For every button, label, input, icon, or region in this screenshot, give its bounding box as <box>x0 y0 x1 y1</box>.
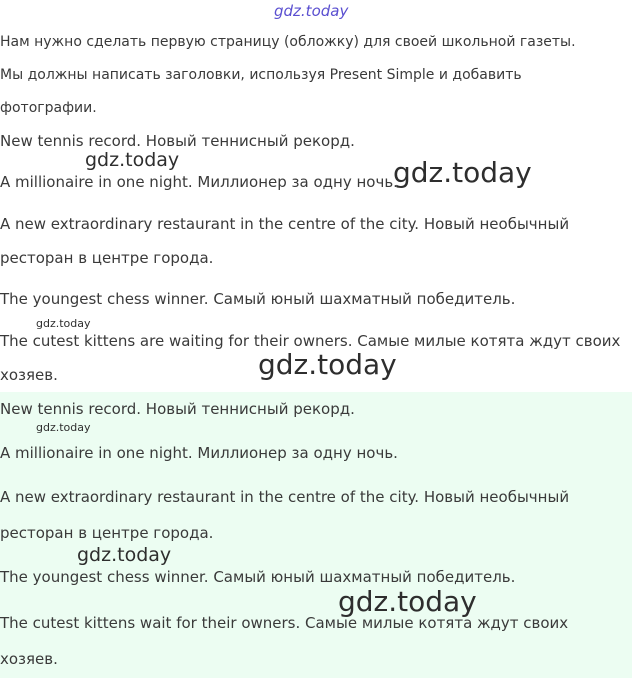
headline-line: хозяев. <box>0 366 58 384</box>
answer-line: A millionaire in one night. Миллионер за одну ночь. <box>0 444 398 462</box>
answer-line: The cutest kittens wait for their owners. Самые милые котята ждут своих <box>0 614 569 632</box>
task-line: фотографии. <box>0 100 97 116</box>
answer-line: A new extraordinary restaurant in the centre of the city. Новый необычный <box>0 488 570 506</box>
headline-line: The cutest kittens are waiting for their owners. Самые милые котята ждут своих <box>0 332 621 350</box>
watermark: gdz.today <box>258 348 397 381</box>
task-line: Нам нужно сделать первую страницу (обложку) для своей школьной газеты. <box>0 34 576 50</box>
watermark: gdz.today <box>36 317 91 330</box>
watermark: gdz.today <box>338 585 477 618</box>
task-line: Мы должны написать заголовки, используя Present Simple и добавить <box>0 67 522 83</box>
watermark: gdz.today <box>77 544 172 566</box>
headline-line: New tennis record. Новый теннисный рекорд. <box>0 132 355 150</box>
watermark: gdz.today <box>393 156 532 189</box>
watermark: gdz.today <box>85 149 180 171</box>
headline-line: A new extraordinary restaurant in the centre of the city. Новый необычный <box>0 215 570 233</box>
headline-line: ресторан в центре города. <box>0 249 214 267</box>
answer-line: хозяев. <box>0 650 58 668</box>
headline-line: A millionaire in one night. Миллионер за одну ночь. <box>0 173 398 191</box>
headline-line: The youngest chess winner. Самый юный шахматный победитель. <box>0 290 516 308</box>
site-logo: gdz.today <box>274 2 349 20</box>
answer-line: ресторан в центре города. <box>0 524 214 542</box>
answer-block <box>0 392 632 678</box>
watermark: gdz.today <box>36 421 91 434</box>
answer-line: The youngest chess winner. Самый юный шахматный победитель. <box>0 568 516 586</box>
answer-line: New tennis record. Новый теннисный рекорд. <box>0 400 355 418</box>
